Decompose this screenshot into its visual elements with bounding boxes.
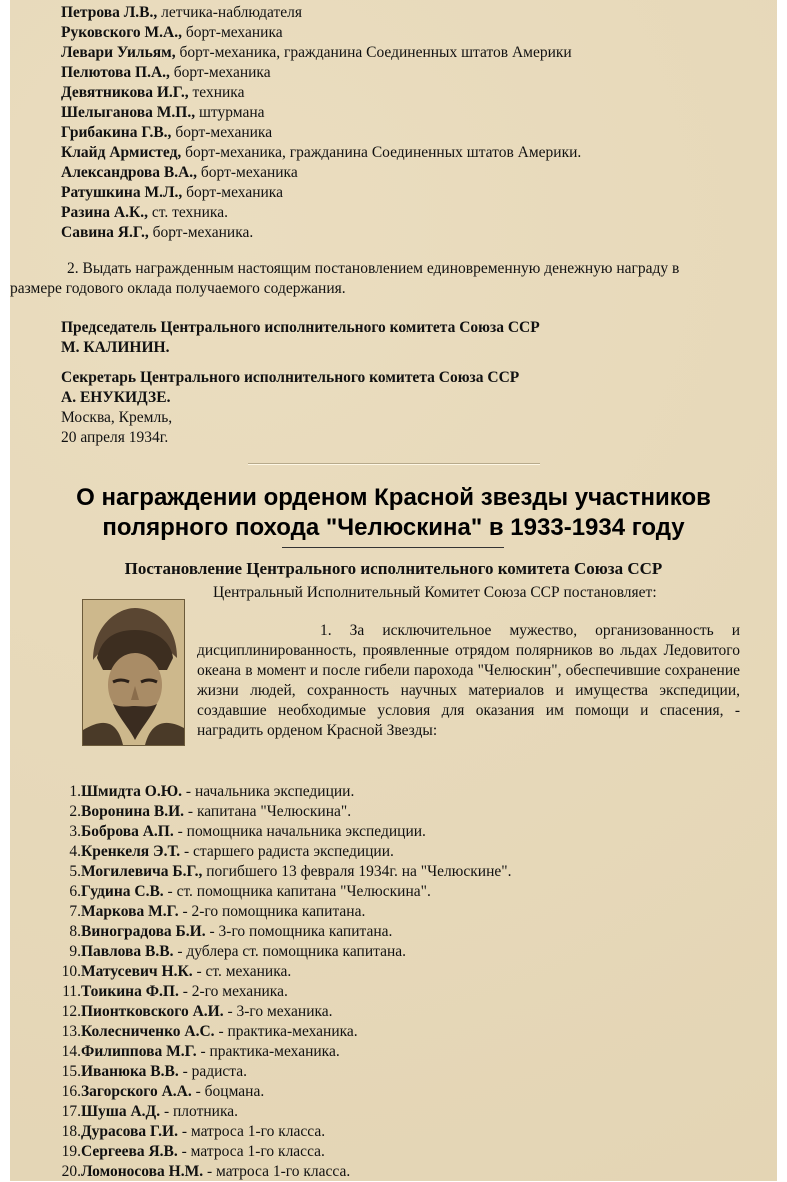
list-item: Ратушкина М.Л., борт-механика (61, 184, 283, 201)
list-item: 13.Колесниченко А.С. - практика-механика. (61, 1023, 358, 1040)
list-item: Руковского М.А., борт-механика (61, 24, 283, 41)
list-item: 11.Тоикина Ф.П. - 2-го механика. (62, 983, 288, 1000)
awardee-list-previous (61, 3, 581, 243)
page-title (10, 483, 777, 543)
list-item: Савина Я.Г., борт-механика. (61, 224, 254, 241)
list-item: 20.Ломоносова Н.М. - матроса 1-го класса. (61, 1163, 351, 1180)
paragraph-1-text: 1. За исключительное мужество, организованность и дисциплинированность, проявленные отрядом полярников во льдах Ледовитого океана в момент и после гибели парохода "Челюскин", обеспечившие сохранение жизни людей, сохранность научных материалов и имущества экспедиции, создавшие необходимые условия для оказания им помощи и спасения, - наградить орденом Красной Звезды: (197, 622, 740, 739)
secretary-signature (61, 368, 519, 448)
list-item: 9.Павлова В.В. - дублера ст. помощника капитана. (69, 943, 407, 960)
list-item: 17.Шуша А.Д. - плотника. (61, 1103, 238, 1120)
list-item: 8.Виноградова Б.И. - 3-го помощника капитана. (69, 923, 393, 940)
paragraph-1 (197, 621, 740, 741)
list-item: 7.Маркова М.Г. - 2-го помощника капитана. (69, 903, 366, 920)
date: 20 апреля 1934г. (61, 429, 169, 446)
list-item: 10.Матусевич Н.К. - ст. механика. (61, 963, 292, 980)
chairman-title: Председатель Центрального исполнительного комитета Союза ССР (61, 319, 540, 336)
list-item: 5.Могилевича Б.Г., погибшего 13 февраля 1934г. на "Челюскине". (69, 863, 512, 880)
title-underline (282, 547, 504, 548)
decree-intro: Центральный Исполнительный Комитет Союза ССР постановляет: (213, 584, 657, 601)
list-item: Пелютова П.А., борт-механика (61, 64, 271, 81)
list-item: Девятникова И.Г., техника (61, 84, 245, 101)
list-item: 18.Дурасова Г.И. - матроса 1-го класса. (61, 1123, 326, 1140)
list-item: Грибакина Г.В., борт-механика (61, 124, 273, 141)
list-item: 19.Сергеева Я.В. - матроса 1-го класса. (61, 1143, 325, 1160)
title-line-2: полярного похода "Челюскина" в 1933-1934 году (102, 514, 685, 541)
list-item: 14.Филиппова М.Г. - практика-механика. (61, 1043, 340, 1060)
list-item: 16.Загорского А.А. - боцмана. (61, 1083, 265, 1100)
list-item: 1.Шмидта О.Ю. - начальника экспедиции. (69, 783, 355, 800)
paragraph-2-line-1: 2. Выдать награжденным настоящим постановлением единовременную денежную награду в (67, 260, 680, 277)
list-item: Петрова Л.В., летчика-наблюдателя (61, 4, 303, 21)
list-item: Левари Уильям, борт-механика, гражданина Соединенных штатов Америки (61, 44, 572, 61)
portrait-photo (82, 599, 185, 746)
secretary-title: Секретарь Центрального исполнительного комитета Союза ССР (61, 369, 520, 386)
chairman-name: М. КАЛИНИН. (61, 339, 170, 356)
chairman-signature (61, 318, 540, 358)
paragraph-2-line-2: размере годового оклада получаемого содержания. (10, 280, 346, 297)
list-item: 2.Воронина В.И. - капитана "Челюскина". (69, 803, 352, 820)
list-item: 3.Боброва А.П. - помощника начальника экспедиции. (69, 823, 426, 840)
section-divider (248, 463, 540, 465)
list-item: Шелыганова М.П., штурмана (61, 104, 265, 121)
list-item: 12.Пионтковского А.И. - 3-го механика. (61, 1003, 333, 1020)
list-item: Александрова В.А., борт-механика (61, 164, 298, 181)
place: Москва, Кремль, (61, 409, 173, 426)
portrait-image (83, 600, 184, 745)
list-item: Клайд Армистед, борт-механика, гражданина Соединенных штатов Америки. (61, 144, 582, 161)
list-item: 4.Кренкеля Э.Т. - старшего радиста экспедиции. (69, 843, 394, 860)
decree-subtitle: Постановление Центрального исполнительного комитета Союза ССР (124, 559, 663, 578)
list-item: Разина А.К., ст. техника. (61, 204, 228, 221)
list-item: 15.Иванюка В.В. - радиста. (61, 1063, 248, 1080)
paragraph-2 (10, 259, 770, 299)
secretary-name: А. ЕНУКИДЗЕ. (61, 389, 171, 406)
list-item: 6.Гудина С.В. - ст. помощника капитана "Челюскина". (69, 883, 431, 900)
awardee-list (60, 782, 511, 1182)
document-page (10, 0, 777, 1181)
title-line-1: О награждении орденом Красной звезды участников (76, 484, 711, 511)
